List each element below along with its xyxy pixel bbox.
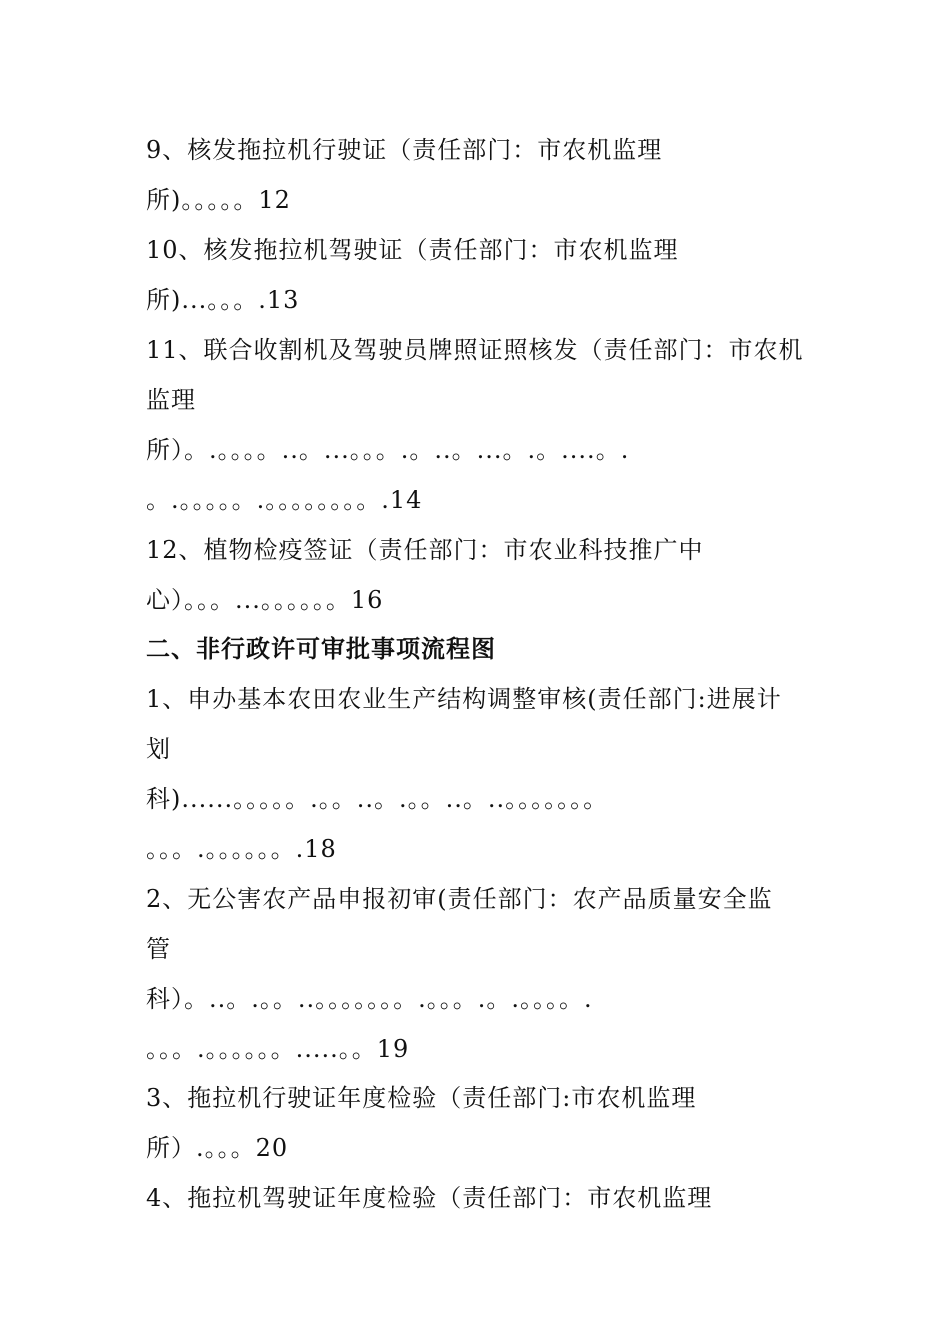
toc-entry-s2-3-line1: 3、拖拉机行驶证年度检验（责任部门:市农机监理 <box>146 1084 697 1112</box>
toc-entry-12-line2: 心）。。。...。。。。。。16 <box>146 586 384 614</box>
toc-entry-s2-1-line4: 。。。.。。。。。。.18 <box>146 835 337 863</box>
toc-entry-s2-2-line3: 科）。..。.。。..。。。。。。。.。。。.。.。。。。. <box>146 985 593 1013</box>
toc-entry-10-line1: 10、核发拖拉机驾驶证（责任部门：市农机监理 <box>146 236 679 264</box>
toc-entry-11-line3: 所）。.。。。。..。...。。。.。..。...。.。....。. <box>146 436 630 464</box>
toc-entry-9-line1: 9、核发拖拉机行驶证（责任部门：市农机监理 <box>146 136 663 164</box>
toc-entry-s2-3-line2: 所）.。。。20 <box>146 1134 289 1162</box>
toc-entry-s2-1-line2: 划 <box>146 735 171 763</box>
toc-entry-10-line2: 所)...。。。.13 <box>146 286 300 314</box>
toc-entry-s2-2-line4: 。。。.。。。。。。.....。。19 <box>146 1035 410 1063</box>
toc-entry-12-line1: 12、植物检疫签证（责任部门：市农业科技推广中 <box>146 536 704 564</box>
toc-entry-9-line2: 所)。。。。。12 <box>146 186 291 214</box>
toc-entry-11-line1: 11、联合收割机及驾驶员牌照证照核发（责任部门：市农机 <box>146 336 804 364</box>
toc-entry-11-line4: 。.。。。。。.。。。。。。。。.14 <box>146 486 423 514</box>
toc-entry-11-line2: 监理 <box>146 386 196 414</box>
toc-entry-s2-1-line3: 科)......。。。。。.。。..。.。。..。..。。。。。。。 <box>146 785 609 813</box>
section-heading: 二、非行政许可审批事项流程图 <box>146 635 496 663</box>
toc-entry-s2-1-line1: 1、申办基本农田农业生产结构调整审核(责任部门:进展计 <box>146 685 782 713</box>
toc-entry-s2-4-line1: 4、拖拉机驾驶证年度检验（责任部门：市农机监理 <box>146 1184 713 1212</box>
toc-entry-s2-2-line2: 管 <box>146 935 171 963</box>
toc-entry-s2-2-line1: 2、无公害农产品申报初审(责任部门：农产品质量安全监 <box>146 885 773 913</box>
